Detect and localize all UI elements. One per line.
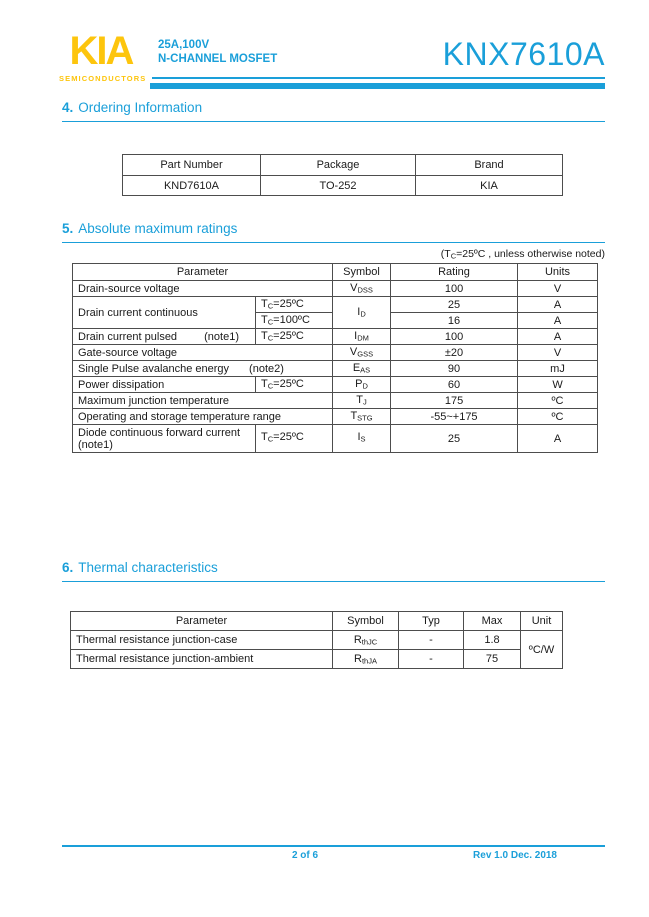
cell-symbol: $I_S$: [333, 425, 391, 453]
subtitle-line2: N-CHANNEL MOSFET: [158, 53, 278, 65]
section-number: 5.: [62, 221, 74, 236]
cell-parameter: Gate-source voltage: [73, 345, 333, 361]
header-cell-brand: Brand: [416, 155, 563, 176]
row-power-dissipation: [73, 377, 598, 393]
row-diode-continuous-forward-current: [73, 425, 598, 453]
section-title: Thermal characteristics: [78, 560, 218, 575]
row-maximum-junction-temperature: [73, 393, 598, 409]
cell-symbol: $V_{DSS}$: [333, 281, 391, 297]
cell-rating: 100: [391, 281, 518, 297]
header-rule-thin: [152, 77, 605, 79]
cell-unit: mJ: [518, 361, 598, 377]
cell-condition: $T_C=25ºC$: [256, 377, 333, 393]
cell-brand: KIA: [416, 176, 563, 196]
cell-symbol: $V_{GSS}$: [333, 345, 391, 361]
cell-condition: $T_C=25ºC$: [256, 329, 333, 345]
cell-parameter: Maximum junction temperature: [73, 393, 333, 409]
thermal-characteristics-table: [70, 611, 563, 669]
cell-symbol: $I_{DM}$: [333, 329, 391, 345]
cell-unit: A: [518, 313, 598, 329]
row-drain-source-voltage: [73, 281, 598, 297]
revision-label: Rev 1.0 Dec. 2018: [473, 850, 557, 861]
cell-parameter: Thermal resistance junction-ambient: [71, 650, 333, 669]
cell-parameter: Drain current continuous: [73, 297, 256, 329]
cell-shared-unit: ºC/W: [521, 631, 563, 669]
section-number: 4.: [62, 100, 74, 115]
absolute-maximum-ratings-table: [72, 263, 598, 453]
cell-rating: 25: [391, 297, 518, 313]
cell-package: TO-252: [261, 176, 416, 196]
product-subtitle: [158, 38, 277, 66]
kia-logo: KIA: [69, 29, 133, 73]
row-thermal-resistance-junction-ambient: [71, 650, 563, 669]
cell-condition: $T_C=100ºC$: [256, 313, 333, 329]
footer-rule: [62, 845, 605, 847]
cell-unit: W: [518, 377, 598, 393]
cell-condition: $T_C=25ºC$: [256, 297, 333, 313]
cell-unit: ºC: [518, 393, 598, 409]
header-cell-package: Package: [261, 155, 416, 176]
row-drain-current-pulsed: [73, 329, 598, 345]
ordering-information-table: [122, 154, 563, 196]
header-cell-part-number: Part Number: [123, 155, 261, 176]
cell-rating: 90: [391, 361, 518, 377]
cell-symbol: $T_J$: [333, 393, 391, 409]
section-title: Absolute maximum ratings: [78, 221, 238, 236]
cell-rating: 25: [391, 425, 518, 453]
cell-symbol: $I_D$: [333, 297, 391, 329]
table-header-row: [71, 612, 563, 631]
header-cell-units: Units: [518, 264, 598, 281]
header-cell-typ: Typ: [399, 612, 464, 631]
row-operating-storage-temperature: [73, 409, 598, 425]
cell-part-number: KND7610A: [123, 176, 261, 196]
row-drain-current-continuous-25c: [73, 297, 598, 313]
header-cell-rating: Rating: [391, 264, 518, 281]
cell-symbol: $T_{STG}$: [333, 409, 391, 425]
cell-parameter: Power dissipation: [73, 377, 256, 393]
cell-unit: A: [518, 297, 598, 313]
section-heading-ordering: [62, 100, 605, 122]
cell-symbol: $R_{thJA}$: [333, 650, 399, 669]
table-header-row: [123, 155, 563, 176]
header-cell-max: Max: [464, 612, 521, 631]
ratings-condition-note: ($T_C=25ºC$ , unless otherwise noted): [440, 248, 605, 261]
row-single-pulse-avalanche-energy: [73, 361, 598, 377]
cell-rating: 60: [391, 377, 518, 393]
row-thermal-resistance-junction-case: [71, 631, 563, 650]
table-row: [123, 176, 563, 196]
cell-unit: A: [518, 329, 598, 345]
cell-parameter: Drain current pulsed (note1): [73, 329, 256, 345]
cell-parameter: Diode continuous forward current (note1): [73, 425, 256, 453]
subtitle-line1: 25A,100V: [158, 39, 210, 51]
cell-rating: 16: [391, 313, 518, 329]
cell-rating: 100: [391, 329, 518, 345]
header-cell-symbol: Symbol: [333, 612, 399, 631]
section-number: 6.: [62, 560, 74, 575]
cell-unit: ºC: [518, 409, 598, 425]
row-gate-source-voltage: [73, 345, 598, 361]
logo-tagline: SEMICONDUCTORS: [59, 74, 147, 83]
section-title: Ordering Information: [78, 100, 203, 115]
page-number: 2 of 6: [291, 850, 319, 861]
header-cell-symbol: Symbol: [333, 264, 391, 281]
cell-parameter: Drain-source voltage: [73, 281, 333, 297]
header-cell-parameter: Parameter: [73, 264, 333, 281]
cell-symbol: $E_{AS}$: [333, 361, 391, 377]
cell-rating: 175: [391, 393, 518, 409]
cell-unit: V: [518, 281, 598, 297]
header-rule-thick: [150, 83, 605, 89]
cell-parameter: Single Pulse avalanche energy (note2): [73, 361, 333, 377]
part-number-title: KNX7610A: [442, 36, 605, 72]
cell-unit: V: [518, 345, 598, 361]
section-heading-thermal: [62, 560, 605, 582]
header-cell-parameter: Parameter: [71, 612, 333, 631]
cell-parameter: Operating and storage temperature range: [73, 409, 333, 425]
header-cell-unit: Unit: [521, 612, 563, 631]
cell-unit: A: [518, 425, 598, 453]
cell-rating: ±20: [391, 345, 518, 361]
brand-logo: [59, 29, 147, 83]
cell-parameter: Thermal resistance junction-case: [71, 631, 333, 650]
cell-max: 75: [464, 650, 521, 669]
cell-max: 1.8: [464, 631, 521, 650]
table-header-row: [73, 264, 598, 281]
cell-typ: -: [399, 631, 464, 650]
cell-rating: -55~+175: [391, 409, 518, 425]
cell-symbol: $R_{thJC}$: [333, 631, 399, 650]
section-heading-ratings: [62, 221, 605, 243]
cell-symbol: $P_D$: [333, 377, 391, 393]
cell-typ: -: [399, 650, 464, 669]
cell-condition: $T_C=25ºC$: [256, 425, 333, 453]
